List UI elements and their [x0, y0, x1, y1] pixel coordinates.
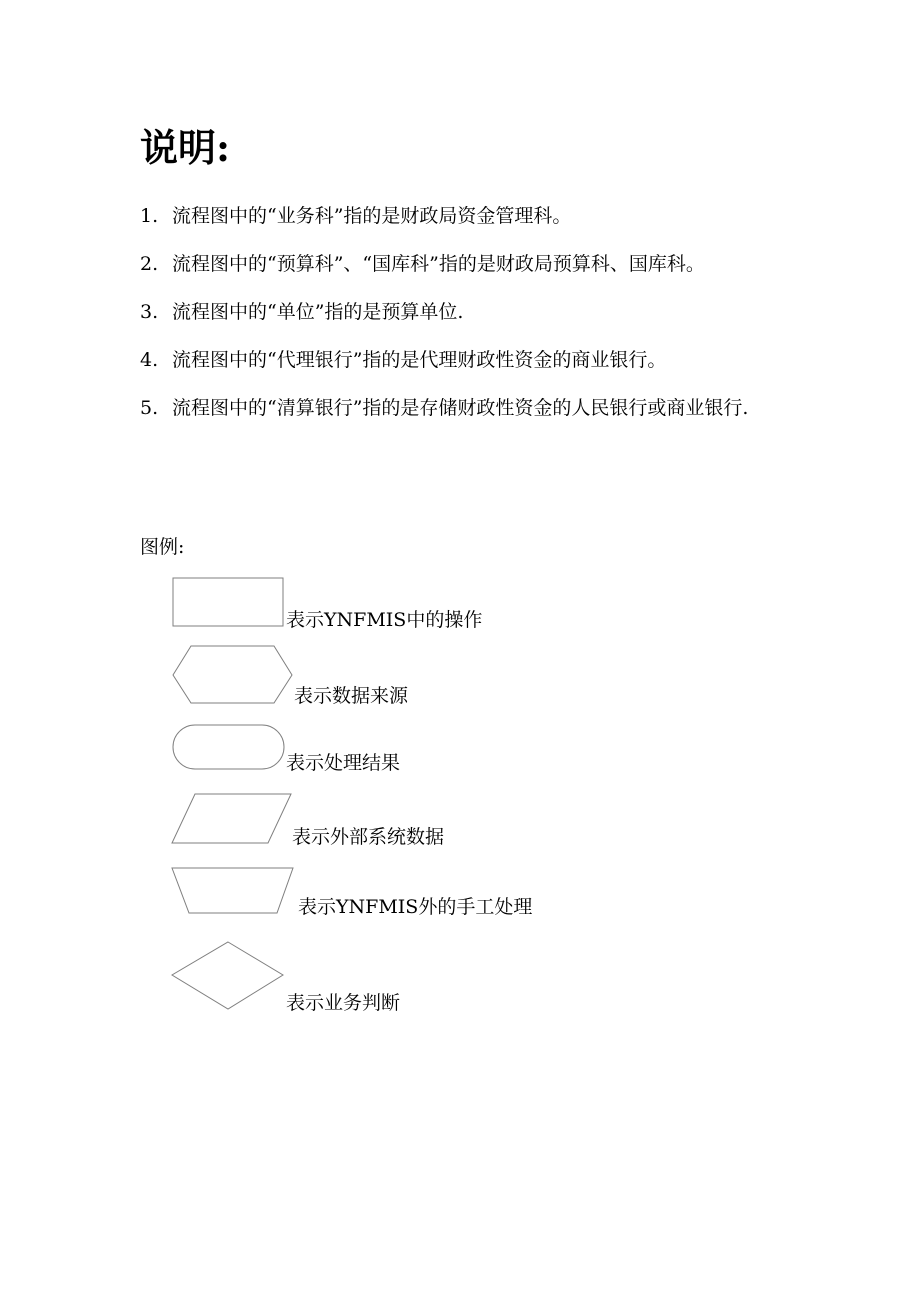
hexagon-shape-icon [172, 645, 294, 705]
note-number: 2. [140, 253, 159, 275]
legend-label-rounded-rectangle: 表示处理结果 [286, 752, 401, 774]
note-text: 流程图中的“预算科”、“国库科”指的是财政局预算科、国库科。 [172, 253, 705, 275]
note-item-2 [140, 240, 800, 288]
rounded-rectangle-shape-icon [172, 724, 286, 771]
note-number: 3. [140, 301, 159, 323]
note-item-3 [140, 288, 800, 336]
rectangle-shape-icon [172, 577, 284, 627]
legend-label-hexagon: 表示数据来源 [294, 685, 409, 707]
note-item-5 [140, 384, 800, 432]
note-text: 流程图中的“单位”指的是预算单位. [172, 301, 464, 323]
section-heading: 说明: [140, 125, 231, 170]
legend-title: 图例: [140, 536, 185, 558]
note-text: 流程图中的“代理银行”指的是代理财政性资金的商业银行。 [172, 349, 667, 371]
legend-label-diamond: 表示业务判断 [286, 992, 401, 1014]
trapezoid-shape-icon [171, 867, 295, 915]
note-number: 5. [140, 397, 159, 419]
legend-label-trapezoid: 表示YNFMIS外的手工处理 [298, 896, 533, 918]
legend-label-parallelogram: 表示外部系统数据 [292, 826, 445, 848]
diamond-shape-icon [171, 941, 285, 1011]
note-text: 流程图中的“清算银行”指的是存储财政性资金的人民银行或商业银行. [172, 397, 749, 419]
note-item-1 [140, 192, 800, 240]
parallelogram-shape-icon [171, 793, 293, 845]
note-number: 4. [140, 349, 159, 371]
note-text: 流程图中的“业务科”指的是财政局资金管理科。 [172, 205, 572, 227]
notes-list [140, 192, 800, 432]
note-item-4 [140, 336, 800, 384]
legend-label-rectangle: 表示YNFMIS中的操作 [286, 609, 483, 631]
note-number: 1. [140, 205, 159, 227]
